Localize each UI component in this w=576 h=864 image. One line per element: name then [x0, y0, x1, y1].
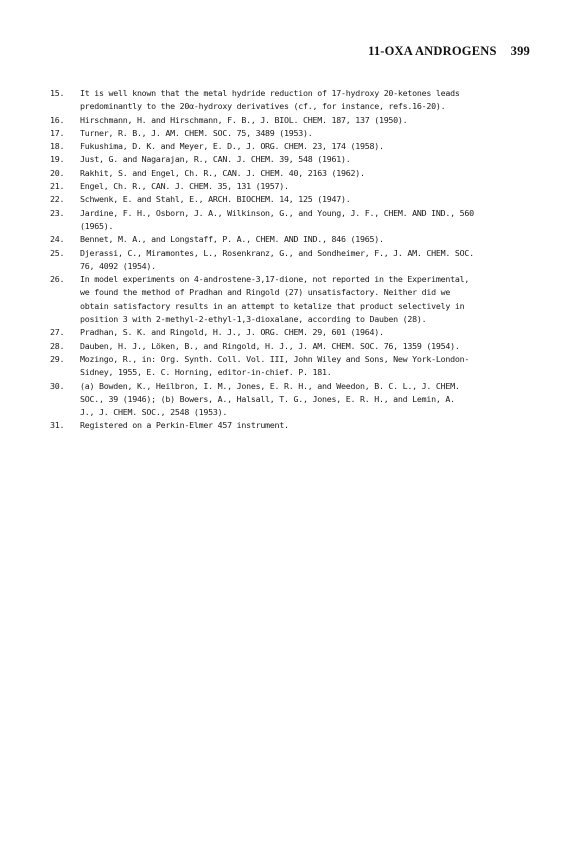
running-head-title: 11-OXA ANDROGENS	[368, 44, 497, 58]
reference-number: 24.	[50, 234, 65, 245]
reference-number: 20.	[50, 167, 65, 178]
reference-text: Hirschmann, H. and Hirschmann, F. B., J. BIOL. CHEM. 187, 137 (1950).	[80, 114, 408, 125]
reference-number: 18.	[50, 141, 65, 152]
reference-number: 31.	[50, 420, 65, 431]
reference-text: Engel, Ch. R., CAN. J. CHEM. 35, 131 (1957).	[80, 181, 289, 192]
reference-text: Bennet, M. A., and Longstaff, P. A., CHEM. AND IND., 846 (1965).	[80, 234, 384, 245]
reference-text: Pradhan, S. K. and Ringold, H. J., J. ORG. CHEM. 29, 601 (1964).	[80, 327, 384, 338]
reference-item	[50, 180, 535, 193]
reference-text: In model experiments on 4-androstene-3,17-dione, not reported in the Experimental, we found the method of Pradhan and Ringold (27) unsatisfactory. Neither did we obtain satisfactory results in an attempt to ketalize that product selectively in position 3 with 2-methyl-2-ethyl-1,3-dioxalane, according to Dauben (28).	[80, 274, 470, 325]
reference-item	[50, 114, 535, 127]
reference-text: Registered on a Perkin-Elmer 457 instrument.	[80, 420, 289, 431]
reference-text: Fukushima, D. K. and Meyer, E. D., J. ORG. CHEM. 23, 174 (1958).	[80, 141, 384, 152]
reference-text: Turner, R. B., J. AM. CHEM. SOC. 75, 3489 (1953).	[80, 127, 313, 138]
reference-text: Mozingo, R., in: Org. Synth. Coll. Vol. III, John Wiley and Sons, New York-London- Sidney, 1955, E. C. Horning, editor-in-chief. P. 181.	[80, 353, 470, 378]
page-number: 399	[510, 44, 530, 58]
reference-number: 16.	[50, 114, 65, 125]
reference-text: Jardine, F. H., Osborn, J. A., Wilkinson, G., and Young, J. F., CHEM. AND IND., 560 (1965).	[80, 207, 474, 231]
reference-item	[50, 207, 535, 234]
reference-item	[50, 380, 535, 420]
reference-number: 22.	[50, 194, 65, 205]
reference-text: Schwenk, E. and Stahl, E., ARCH. BIOCHEM. 14, 125 (1947).	[80, 194, 351, 205]
running-head	[368, 44, 530, 59]
reference-text: Djerassi, C., Miramontes, L., Rosenkranz, G., and Sondheimer, F., J. AM. CHEM. SOC. 76, 4092 (1954).	[80, 247, 474, 271]
reference-number: 15.	[50, 88, 65, 98]
reference-item	[50, 87, 535, 114]
reference-item	[50, 233, 535, 246]
reference-number: 29.	[50, 353, 65, 364]
reference-item	[50, 193, 535, 206]
reference-item	[50, 167, 535, 180]
reference-item	[50, 127, 535, 140]
reference-item	[50, 340, 535, 353]
reference-number: 30.	[50, 380, 65, 391]
reference-item	[50, 326, 535, 339]
reference-number: 27.	[50, 327, 65, 338]
reference-number: 23.	[50, 207, 65, 218]
reference-item	[50, 140, 535, 153]
reference-number: 25.	[50, 247, 65, 258]
reference-item	[50, 353, 535, 380]
reference-number: 26.	[50, 274, 65, 285]
reference-text: Dauben, H. J., Löken, B., and Ringold, H. J., J. AM. CHEM. SOC. 76, 1359 (1954).	[80, 340, 460, 351]
reference-item	[50, 153, 535, 166]
reference-number: 17.	[50, 127, 65, 138]
reference-item	[50, 273, 535, 326]
reference-number: 19.	[50, 154, 65, 165]
reference-text: Just, G. and Nagarajan, R., CAN. J. CHEM. 39, 548 (1961).	[80, 154, 351, 165]
reference-item	[50, 247, 535, 274]
reference-text: Rakhit, S. and Engel, Ch. R., CAN. J. CHEM. 40, 2163 (1962).	[80, 167, 365, 178]
reference-number: 28.	[50, 340, 65, 351]
reference-text: It is well known that the metal hydride reduction of 17-hydroxy 20-ketones leads predominantly to the 20α-hydroxy derivatives (cf., for instance, refs.16-20).	[80, 88, 460, 112]
reference-list	[50, 87, 535, 433]
reference-text: (a) Bowden, K., Heilbron, I. M., Jones, E. R. H., and Weedon, B. C. L., J. CHEM. SOC., 39 (1946); (b) Bowers, A., Halsall, T. G., Jones, E. R. H., and Lemin, A. J., J. CHEM. SOC., 2548 (1953).	[80, 380, 460, 418]
reference-item	[50, 419, 535, 432]
reference-number: 21.	[50, 181, 65, 192]
